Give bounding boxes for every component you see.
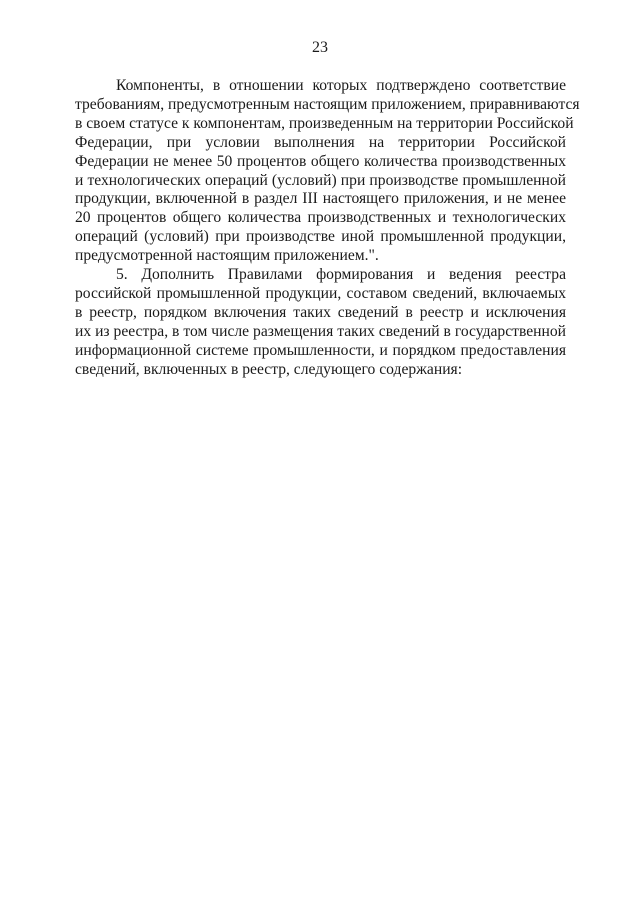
paragraph-item-5 bbox=[75, 266, 566, 379]
text-line: и технологических операций (условий) при производстве промышленной bbox=[75, 171, 566, 189]
text-line: информационной системе промышленности, и порядком предоставления bbox=[75, 341, 566, 359]
text-line: операций (условий) при производстве иной промышленной продукции, bbox=[75, 228, 566, 246]
text-line: предусмотренной настоящим приложением.". bbox=[75, 247, 379, 265]
paragraph-components bbox=[75, 77, 580, 266]
text-line: Федерации, при условии выполнения на территории Российской bbox=[75, 133, 566, 151]
text-line: 5. Дополнить Правилами формирования и ведения реестра bbox=[116, 266, 566, 284]
text-line: 20 процентов общего количества производственных и технологических bbox=[75, 209, 566, 227]
text-line: в своем статусе к компонентам, произведенным на территории Российской bbox=[75, 114, 574, 132]
document-body bbox=[75, 77, 580, 380]
text-line: в реестр, порядком включения таких сведений в реестр и исключения bbox=[75, 303, 566, 321]
text-line: российской промышленной продукции, составом сведений, включаемых bbox=[75, 284, 566, 302]
text-line: сведений, включенных в реестр, следующего содержания: bbox=[75, 360, 463, 378]
text-line: требованиям, предусмотренным настоящим приложением, приравниваются bbox=[75, 95, 580, 113]
text-line: Компоненты, в отношении которых подтверждено соответствие bbox=[116, 77, 566, 94]
page-number: 23 bbox=[312, 39, 328, 56]
text-line: продукции, включенной в раздел III настоящего приложения, и не менее bbox=[75, 190, 566, 208]
text-line: Федерации не менее 50 процентов общего количества производственных bbox=[75, 152, 566, 170]
text-line: их из реестра, в том числе размещения таких сведений в государственной bbox=[75, 322, 566, 340]
